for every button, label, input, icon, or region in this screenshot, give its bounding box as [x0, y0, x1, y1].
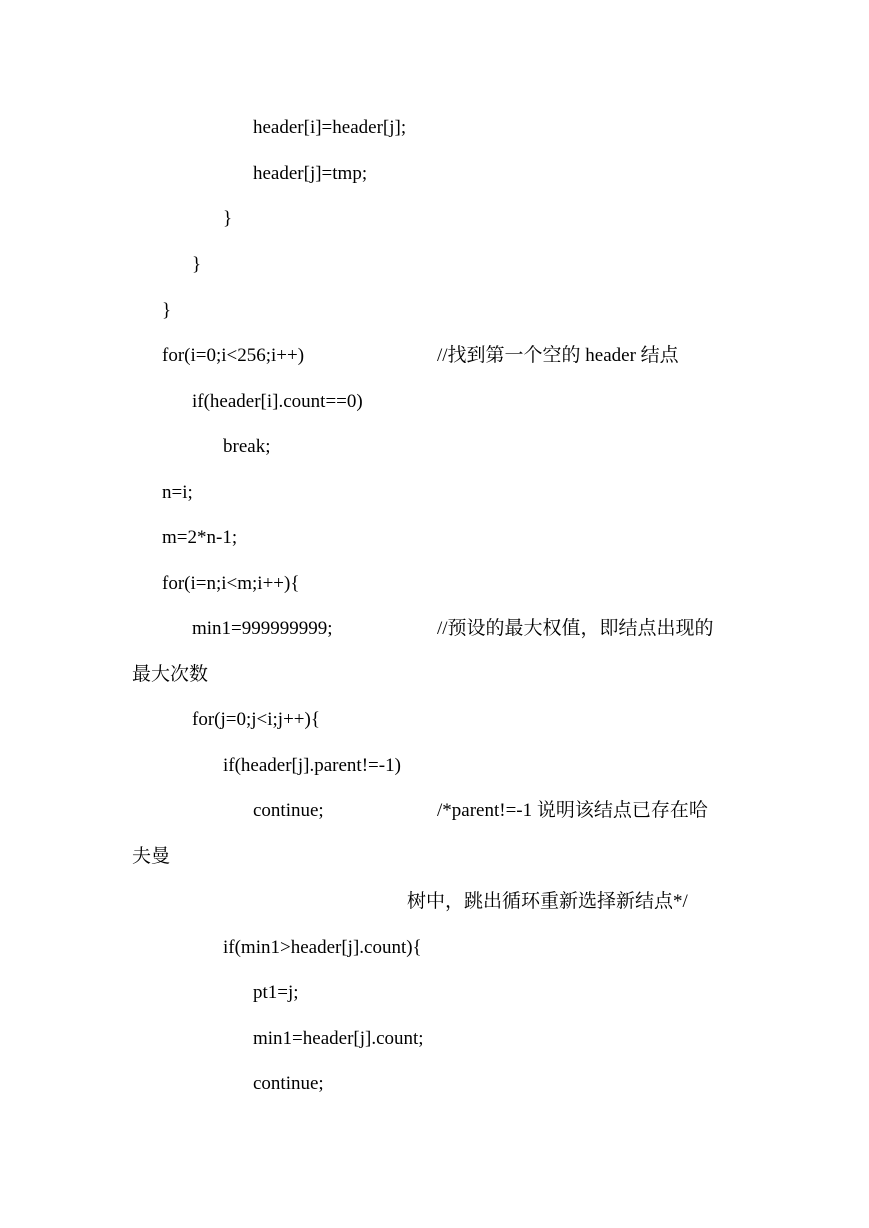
code-line: header[j]=tmp; [253, 163, 368, 184]
code-comment: //预设的最大权值，即结点出现的 [437, 618, 714, 639]
code-line: header[i]=header[j]; [253, 117, 407, 138]
code-line: m=2*n-1; [162, 527, 238, 548]
code-line: if(header[i].count==0) [192, 391, 363, 412]
code-line: for(i=0;i<256;i++) [162, 345, 305, 366]
code-line: } [162, 300, 172, 321]
code-line: for(j=0;j<i;j++){ [192, 709, 320, 730]
code-comment-wrap: 夫曼 [132, 846, 171, 867]
code-line: pt1=j; [253, 982, 299, 1003]
code-line: } [192, 254, 202, 275]
code-line: break; [223, 436, 271, 457]
code-comment: //找到第一个空的 header 结点 [437, 345, 679, 366]
code-line: n=i; [162, 482, 193, 503]
code-line: min1=999999999; [192, 618, 333, 639]
code-line: continue; [253, 1073, 324, 1094]
code-line: continue; [253, 800, 324, 821]
code-line: } [223, 208, 233, 229]
code-comment-wrap: 树中，跳出循环重新选择新结点*/ [407, 891, 688, 912]
code-line: for(i=n;i<m;i++){ [162, 573, 300, 594]
code-comment: /*parent!=-1 说明该结点已存在哈 [437, 800, 708, 821]
code-comment-wrap: 最大次数 [132, 664, 209, 685]
code-line: min1=header[j].count; [253, 1028, 424, 1049]
code-line: if(header[j].parent!=-1) [223, 755, 401, 776]
code-line: if(min1>header[j].count){ [223, 937, 422, 958]
